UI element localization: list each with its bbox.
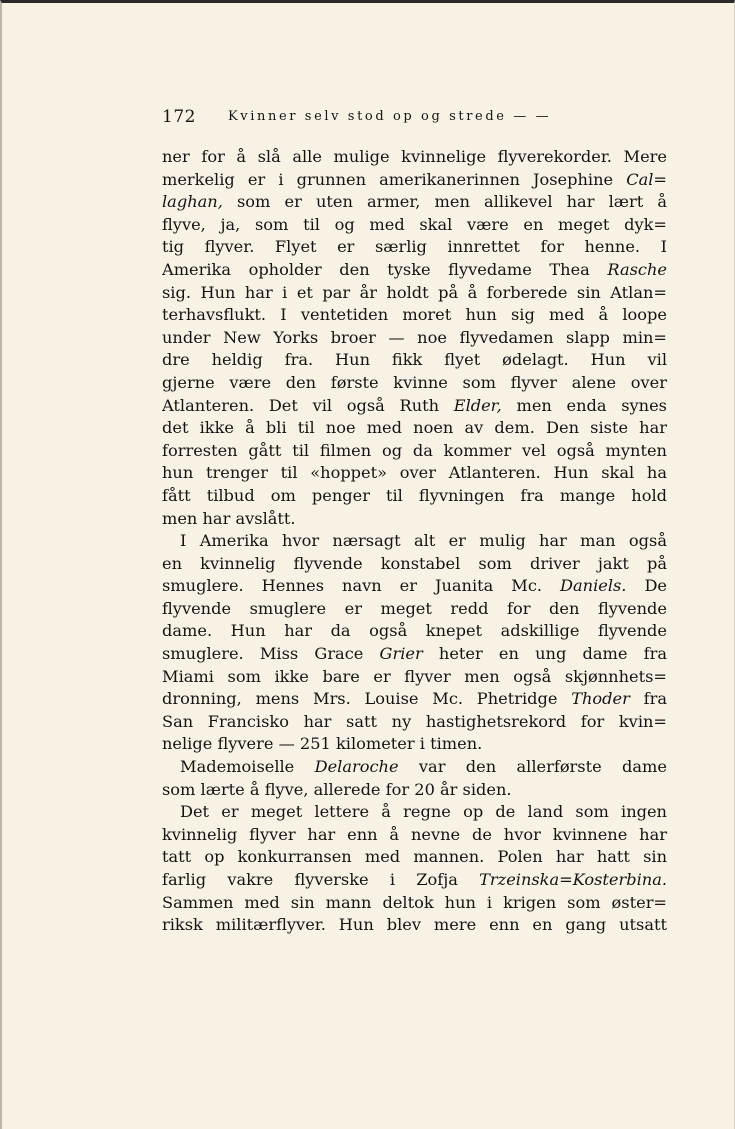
italic-name: Delaroche [314,757,399,777]
text-line [162,327,667,350]
text-segment: riksk militærflyver. Hun blev mere enn en gang utsatt [162,915,667,935]
text-line [162,688,667,711]
text-line [162,711,667,734]
text-segment: farlig vakre flyverske i Zofja [162,870,480,889]
text-line [162,620,667,643]
text-segment: det ikke å bli til noe med noen av dem. Den siste har [162,418,667,438]
page-number: 172 [162,107,196,127]
text-line [162,169,667,192]
text-line [162,779,667,802]
text-segment: Det er meget lettere å regne op de land som ingen [180,802,667,822]
text-segment: I Amerika hvor nærsagt alt er mulig har man også [180,531,667,551]
text-line [162,733,667,756]
text-segment: flyve, ja, som til og med skal være en meget dyk= [162,214,667,234]
text-line [162,643,667,666]
text-line [162,349,667,372]
text-segment: forresten gått til filmen og da kommer vel også mynten [162,440,667,460]
text-line [162,575,667,598]
text-segment: Miami som ikke bare er flyver men også skjønnhets= [162,666,667,686]
text-segment: smuglere. Miss Grace [162,644,380,664]
text-line [162,598,667,621]
text-line [162,666,667,689]
text-segment: sig. Hun har i et par år holdt på å forberede sin Atlan= [162,282,667,302]
running-title: Kvinner selv stod op og strede — — [228,109,552,124]
text-line [162,259,667,282]
italic-name: Trzeinska=Kosterbina. [479,870,667,889]
text-segment: Sammen med sin mann deltok hun i krigen som øster= [162,892,667,912]
text-line [162,485,667,508]
italic-name: Daniels. [560,576,627,596]
text-line [162,553,667,576]
text-line [162,236,667,259]
text-segment: smuglere. Hennes navn er Juanita Mc. [162,576,561,596]
italic-name: Rasche [607,259,667,279]
italic-name: Elder, [453,395,502,415]
text-segment: heter en ung dame fra [422,644,667,664]
text-segment: fått tilbud om penger til flyvningen fra mange hold [162,485,667,505]
text-segment: De [626,576,667,596]
text-segment: men har avslått. [162,508,296,528]
text-line [162,508,667,531]
text-segment: dronning, mens Mrs. Louise Mc. Phetridge [162,689,572,709]
text-line [162,846,667,869]
text-line [162,440,667,463]
italic-name: Cal= [626,169,667,189]
text-segment: under New Yorks broer — noe flyvedamen slapp min= [162,327,667,347]
text-line [162,191,667,214]
text-segment: som er uten armer, men allikevel har lært å [222,192,667,212]
text-line [162,869,667,892]
text-segment: nelige flyvere — 251 kilometer i timen. [162,734,483,754]
text-segment: Atlanteren. Det vil også Ruth [162,395,454,415]
text-segment: var den allerførste dame [398,757,667,777]
text-line [162,372,667,395]
body-text [162,146,667,937]
italic-name: laghan, [162,192,223,212]
text-line [162,282,667,305]
text-segment: en kvinnelig flyvende konstabel som driver jakt på [162,553,667,573]
text-line [162,395,667,418]
text-segment: fra [629,689,667,709]
text-segment: merkelig er i grunnen amerikanerinnen Josephine [162,169,627,189]
text-segment: tig flyver. Flyet er særlig innrettet for henne. I [162,237,667,257]
text-line [162,530,667,553]
text-line [162,304,667,327]
text-segment: hun trenger til «hoppet» over Atlanteren. Hun skal ha [162,463,667,483]
text-segment: kvinnelig flyver har enn å nevne de hvor kvinnene har [162,824,667,844]
text-segment: som lærte å flyve, allerede for 20 år siden. [162,779,512,799]
page-header [162,107,682,131]
text-line [162,801,667,824]
text-line [162,417,667,440]
text-segment: flyvende smuglere er meget redd for den flyvende [162,598,667,618]
text-line [162,146,667,169]
text-segment: Mademoiselle [180,757,315,777]
text-line [162,462,667,485]
text-line [162,824,667,847]
text-segment: ner for å slå alle mulige kvinnelige flyverekorder. Mere [162,147,667,166]
text-line [162,914,667,937]
text-segment: San Francisko har satt ny hastighetsrekord for kvin= [162,711,667,731]
text-segment: tatt op konkurransen med mannen. Polen har hatt sin [162,847,667,867]
text-segment: men enda synes [501,395,667,415]
text-segment: gjerne være den første kvinne som flyver alene over [162,372,667,392]
text-line [162,214,667,237]
text-segment: terhavsflukt. I ventetiden moret hun sig med å loope [162,305,667,325]
text-line [162,892,667,915]
text-line [162,756,667,779]
text-segment: dame. Hun har da også knepet adskillige flyvende [162,621,667,641]
italic-name: Grier [379,644,423,664]
italic-name: Thoder [571,689,630,709]
text-segment: dre heldig fra. Hun fikk flyet ødelagt. Hun vil [162,350,667,370]
text-segment: Amerika opholder den tyske flyvedame Thea [162,259,608,279]
